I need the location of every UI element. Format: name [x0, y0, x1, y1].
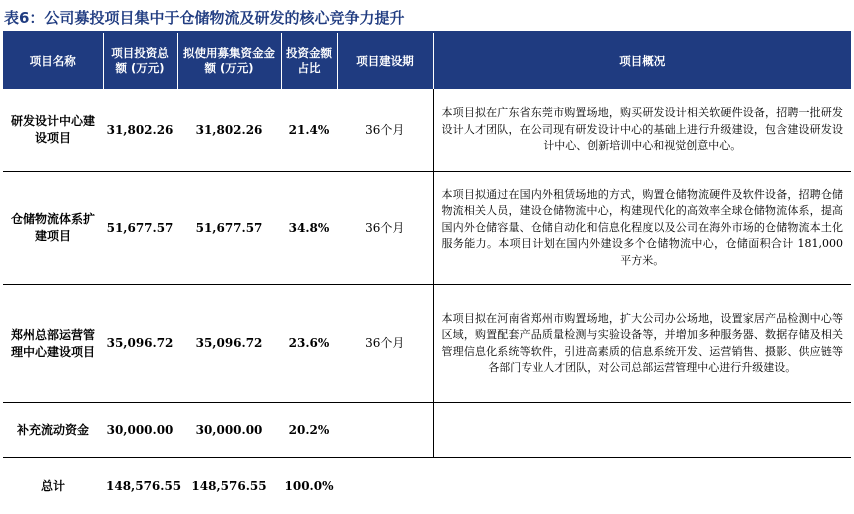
total-investment-sum-cell: 148,576.55: [103, 458, 177, 514]
table-title: 表6：公司募投项目集中于仓储物流及研发的核心竞争力提升: [4, 6, 850, 30]
table-row: [3, 89, 851, 172]
table-row: [3, 172, 851, 285]
table-row: [3, 285, 851, 403]
raised-funds-cell: 35,096.72: [177, 285, 281, 403]
investment-projects-table: [3, 33, 851, 514]
raised-funds-cell: 51,677.57: [177, 172, 281, 285]
project-name-cell: 郑州总部运营管理中心建设项目: [3, 285, 103, 403]
header-raised-funds: 拟使用募集资金金额 (万元): [177, 33, 281, 89]
header-construction-period: 项目建设期: [337, 33, 433, 89]
investment-ratio-cell: 34.8%: [281, 172, 337, 285]
empty-cell: [337, 458, 433, 514]
total-investment-cell: 31,802.26: [103, 89, 177, 172]
investment-ratio-cell: 23.6%: [281, 285, 337, 403]
investment-ratio-sum-cell: 100.0%: [281, 458, 337, 514]
investment-ratio-cell: 20.2%: [281, 403, 337, 458]
construction-period-cell: 36个月: [337, 89, 433, 172]
total-investment-cell: 51,677.57: [103, 172, 177, 285]
raised-funds-cell: 30,000.00: [177, 403, 281, 458]
total-label-cell: 总计: [3, 458, 103, 514]
header-project-name: 项目名称: [3, 33, 103, 89]
table-row: [3, 403, 851, 458]
total-investment-cell: 30,000.00: [103, 403, 177, 458]
project-overview-cell: 本项目拟通过在国内外租赁场地的方式，购置仓储物流硬件及软件设备，招聘仓储物流相关人员，建设仓储物流中心，构建现代化的高效率全球仓储物流体系，提高国内外仓储容量、仓储自动化和信息化程度以及公司在海外市场的仓储物流本土化服务能力。本项目计划在国内外建设多个仓储物流中心，仓储面积合计 181,000 平方米。: [433, 172, 851, 285]
header-project-overview: 项目概况: [433, 33, 851, 89]
raised-funds-sum-cell: 148,576.55: [177, 458, 281, 514]
header-investment-ratio: 投资金额占比: [281, 33, 337, 89]
project-name-cell: 补充流动资金: [3, 403, 103, 458]
total-row: [3, 458, 851, 514]
table-header-row: [3, 33, 851, 89]
total-investment-cell: 35,096.72: [103, 285, 177, 403]
raised-funds-cell: 31,802.26: [177, 89, 281, 172]
construction-period-cell: 36个月: [337, 172, 433, 285]
construction-period-cell: [337, 403, 433, 458]
project-overview-cell: 本项目拟在河南省郑州市购置场地，扩大公司办公场地，设置家居产品检测中心等区域，购置配套产品质量检测与实验设备等，并增加多种服务器、数据存储及相关管理信息化系统等软件，引进高素质的信息系统开发、运营销售、摄影、供应链等各部门专业人才团队，对公司总部运营管理中心进行升级建设。: [433, 285, 851, 403]
construction-period-cell: 36个月: [337, 285, 433, 403]
project-name-cell: 研发设计中心建设项目: [3, 89, 103, 172]
empty-cell: [433, 458, 851, 514]
project-name-cell: 仓储物流体系扩建项目: [3, 172, 103, 285]
header-total-investment: 项目投资总额 (万元): [103, 33, 177, 89]
project-overview-cell: 本项目拟在广东省东莞市购置场地，购买研发设计相关软硬件设备，招聘一批研发设计人才团队，在公司现有研发设计中心的基础上进行升级建设，包含建设研发设计中心、创新培训中心和视觉创意中心。: [433, 89, 851, 172]
investment-ratio-cell: 21.4%: [281, 89, 337, 172]
project-overview-cell: [433, 403, 851, 458]
